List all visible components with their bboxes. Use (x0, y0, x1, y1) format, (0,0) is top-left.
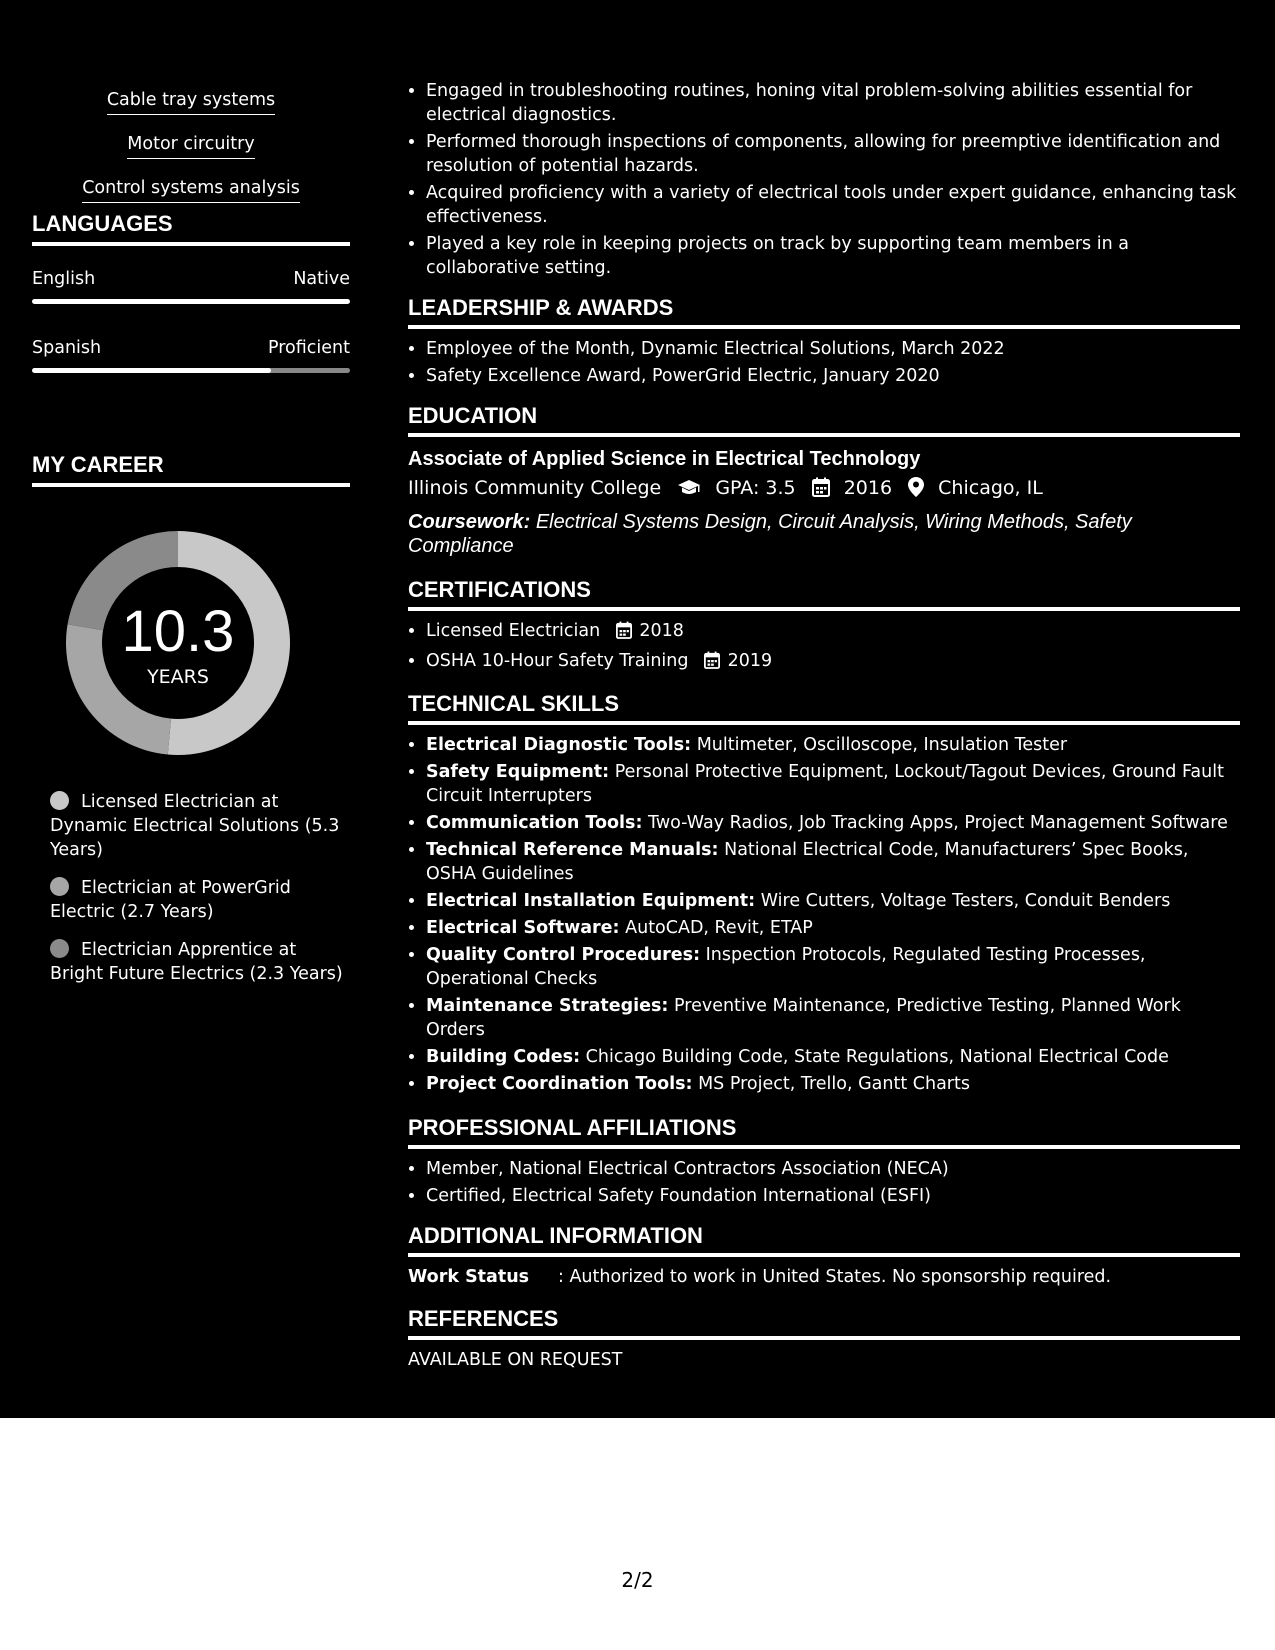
experience-bullet: • Played a key role in keeping projects on track by supporting team members in a collaborative setting. (426, 232, 1240, 280)
skill-category: Maintenance Strategies: (426, 996, 669, 1016)
technical-skill-item (426, 760, 1240, 808)
language-name: Spanish (32, 338, 102, 358)
location-pin-icon (908, 476, 924, 506)
references-text: AVAILABLE ON REQUEST (408, 1350, 623, 1370)
references-heading: REFERENCES (408, 1305, 1240, 1340)
career-legend-item (50, 790, 350, 862)
experience-bullet: • Acquired proficiency with a variety of electrical tools under expert guidance, enhancing task effectiveness. (426, 181, 1240, 229)
graduation-cap-icon (677, 476, 701, 506)
coursework-label: Coursework: (408, 511, 531, 533)
calendar-icon (704, 651, 720, 676)
language-name: English (32, 269, 96, 289)
affiliation-item: • Member, National Electrical Contractors Association (NECA) (426, 1157, 1240, 1181)
technical-skill-item (426, 838, 1240, 886)
gpa: GPA: 3.5 (715, 477, 796, 499)
main-column (408, 0, 1240, 1372)
experience-bullet: • Performed thorough inspections of components, allowing for preemptive identification and resolution of potential hazards. (426, 130, 1240, 178)
career-legend-item (50, 876, 350, 924)
technical-skills-heading: TECHNICAL SKILLS (408, 690, 1240, 725)
skill-values: Multimeter, Oscilloscope, Insulation Tester (696, 735, 1068, 755)
certification-name: OSHA 10-Hour Safety Training (426, 651, 689, 671)
skill-category: Electrical Installation Equipment: (426, 891, 756, 911)
career-legend-label: Licensed Electrician at Dynamic Electrical Solutions (5.3 Years) (50, 792, 340, 860)
technical-skill-item (426, 994, 1240, 1042)
skill-tag: Cable tray systems (107, 87, 275, 115)
additional-info-heading: ADDITIONAL INFORMATION (408, 1222, 1240, 1257)
degree-title: Associate of Applied Science in Electrical Technology (408, 448, 921, 470)
education-meta (408, 473, 1240, 506)
leadership-heading: LEADERSHIP & AWARDS (408, 294, 1240, 329)
skill-values: National Electrical Code, Manufacturers’ Spec Books, OSHA Guidelines (426, 840, 1189, 884)
skill-values: Wire Cutters, Voltage Testers, Conduit Benders (760, 891, 1171, 911)
certification-year: 2018 (639, 621, 684, 641)
skill-category: Quality Control Procedures: (426, 945, 701, 965)
legend-dot (50, 877, 69, 896)
award-item: • Employee of the Month, Dynamic Electrical Solutions, March 2022 (426, 337, 1240, 361)
coursework-value: Electrical Systems Design, Circuit Analysis, Wiring Methods, Safety Compliance (408, 511, 1132, 557)
legend-dot (50, 939, 69, 958)
certification-year: 2019 (727, 651, 773, 671)
coursework (408, 510, 1240, 558)
career-legend-label: Electrician Apprentice at Bright Future Electrics (2.3 Years) (50, 940, 343, 984)
skill-values: AutoCAD, Revit, ETAP (625, 918, 813, 938)
language-row (32, 336, 350, 360)
technical-skill-item (426, 889, 1240, 913)
technical-skill-item (426, 733, 1240, 757)
page-number: 2/2 (621, 1568, 654, 1592)
language-row (32, 267, 350, 291)
language-proficiency-bar (32, 299, 350, 304)
skill-category: Project Coordination Tools: (426, 1074, 693, 1094)
certification-item (426, 649, 1240, 676)
technical-skill-item (426, 1045, 1240, 1069)
career-donut-chart (65, 530, 291, 756)
work-status-label: Work Status (408, 1267, 530, 1287)
language-proficiency-bar (32, 368, 350, 373)
calendar-icon (616, 621, 632, 646)
skill-category: Technical Reference Manuals: (426, 840, 719, 860)
affiliation-item: • Certified, Electrical Safety Foundation International (ESFI) (426, 1184, 1240, 1208)
certification-name: Licensed Electrician (426, 621, 601, 641)
language-proficiency-fill (32, 368, 271, 373)
technical-skill-item (426, 811, 1240, 835)
leadership-list (408, 337, 1240, 388)
career-heading: MY CAREER (32, 451, 350, 487)
technical-skill-item (426, 1072, 1240, 1096)
experience-bullet: • Engaged in troubleshooting routines, honing vital problem-solving abilities essential for electrical diagnostics. (426, 79, 1240, 127)
calendar-icon (812, 476, 830, 506)
language-proficiency-fill (32, 299, 350, 304)
technical-skills-list (408, 733, 1240, 1096)
certifications-heading: CERTIFICATIONS (408, 576, 1240, 611)
skill-category: Electrical Diagnostic Tools: (426, 735, 692, 755)
legend-dot (50, 791, 69, 810)
skill-category: Building Codes: (426, 1047, 581, 1067)
education-heading: EDUCATION (408, 402, 1240, 437)
skill-values: MS Project, Trello, Gantt Charts (698, 1074, 970, 1094)
graduation-year: 2016 (843, 477, 893, 499)
skill-category: Communication Tools: (426, 813, 643, 833)
work-status-value: : Authorized to work in United States. No sponsorship required. (558, 1267, 1112, 1287)
affiliations-heading: PROFESSIONAL AFFILIATIONS (408, 1114, 1240, 1149)
career-total-unit: YEARS (147, 666, 209, 688)
technical-skill-item (426, 916, 1240, 940)
skill-values: Chicago Building Code, State Regulations, National Electrical Code (585, 1047, 1169, 1067)
language-level: Native (293, 269, 350, 289)
award-item: • Safety Excellence Award, PowerGrid Electric, January 2020 (426, 364, 1240, 388)
technical-skill-item (426, 943, 1240, 991)
skill-values: Preventive Maintenance, Predictive Testing, Planned Work Orders (426, 996, 1181, 1040)
career-total-value: 10.3 (121, 599, 235, 664)
affiliations-list (408, 1157, 1240, 1208)
certification-item (426, 619, 1240, 646)
languages-heading: LANGUAGES (32, 210, 350, 246)
skill-tags (32, 87, 350, 219)
skill-values: Two-Way Radios, Job Tracking Apps, Project Management Software (648, 813, 1228, 833)
language-level: Proficient (268, 338, 350, 358)
work-status-row (408, 1265, 1240, 1289)
skill-category: Electrical Software: (426, 918, 620, 938)
school-location: Chicago, IL (938, 477, 1043, 499)
career-legend-item (50, 938, 350, 986)
skill-tag: Control systems analysis (82, 175, 300, 203)
experience-bullets (408, 79, 1240, 280)
certifications-list (408, 619, 1240, 676)
career-legend-label: Electrician at PowerGrid Electric (2.7 Years) (50, 878, 291, 922)
school-name: Illinois Community College (408, 477, 662, 499)
skill-tag: Motor circuitry (127, 131, 254, 159)
skill-values: Personal Protective Equipment, Lockout/Tagout Devices, Ground Fault Circuit Interrupters (426, 762, 1224, 806)
skill-values: Inspection Protocols, Regulated Testing Processes, Operational Checks (426, 945, 1146, 989)
career-legend (50, 790, 350, 1000)
skill-category: Safety Equipment: (426, 762, 610, 782)
